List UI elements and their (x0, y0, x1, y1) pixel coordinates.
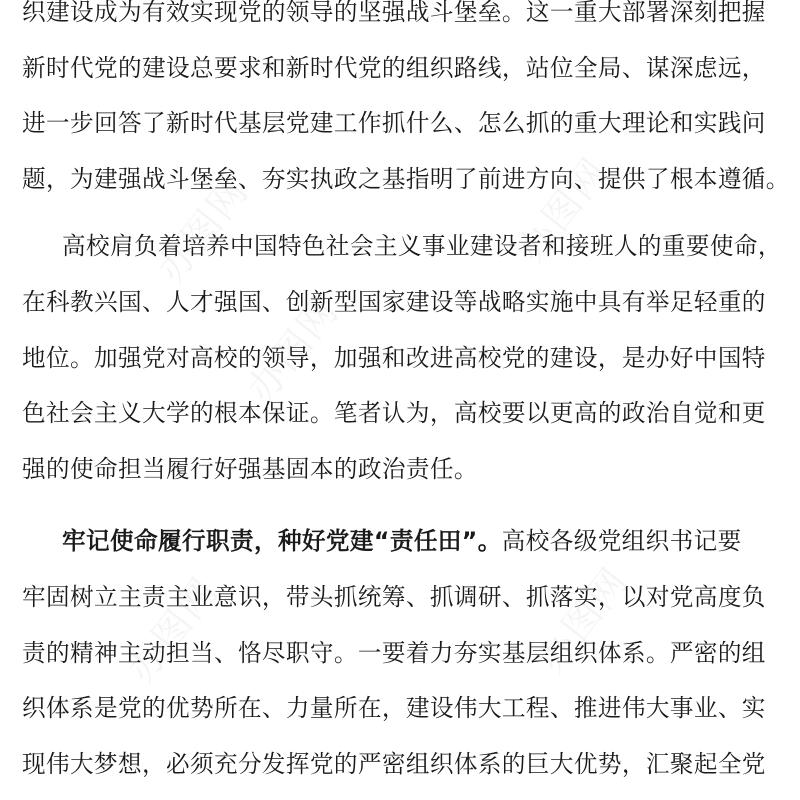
paragraph-line: 色社会主义大学的根本保证。笔者认为，高校要以更高的政治自觉和更 (22, 399, 766, 427)
paragraph-line: 责的精神主动担当、恪尽职守。一要着力夯实基层组织体系。严密的组 (22, 639, 766, 667)
paragraph-line: 高校肩负着培养中国特色社会主义事业建设者和接班人的重要使命， (62, 232, 782, 260)
paragraph-line: 织体系是党的优势所在、力量所在，建设伟大工程、推进伟大事业、实 (22, 694, 766, 722)
paragraph-text: 高校各级党组织书记要 (501, 527, 742, 555)
paragraph-line: 强的使命担当履行好强基固本的政治责任。 (22, 455, 478, 483)
paragraph-line: 织建设成为有效实现党的领导的坚强战斗堡垒。这一重大部署深刻把握 (22, 0, 766, 26)
paragraph-line: 在科教兴国、人才强国、创新型国家建设等战略实施中具有举足轻重的 (22, 288, 766, 316)
paragraph-line: 题，为建强战斗堡垒、夯实执政之基指明了前进方向、提供了根本遵循。 (22, 165, 790, 193)
paragraph-line: 新时代党的建设总要求和新时代党的组织路线，站位全局、谋深虑远， (22, 54, 766, 82)
paragraph-line: 地位。加强党对高校的领导，加强和改进高校党的建设，是办好中国特 (22, 344, 766, 372)
bold-heading: 牢记使命履行职责，种好党建“责任田”。 (62, 527, 502, 555)
paragraph-line (62, 521, 782, 561)
paragraph-line: 现伟大梦想，必须充分发挥党的严密组织体系的巨大优势，汇聚起全党 (22, 750, 766, 778)
paragraph-line: 进一步回答了新时代基层党建工作抓什么、怎么抓的重大理论和实践问 (22, 109, 766, 137)
paragraph-line: 牢固树立主责主业意识，带头抓统筹、抓调研、抓落实，以对党高度负 (22, 583, 766, 611)
